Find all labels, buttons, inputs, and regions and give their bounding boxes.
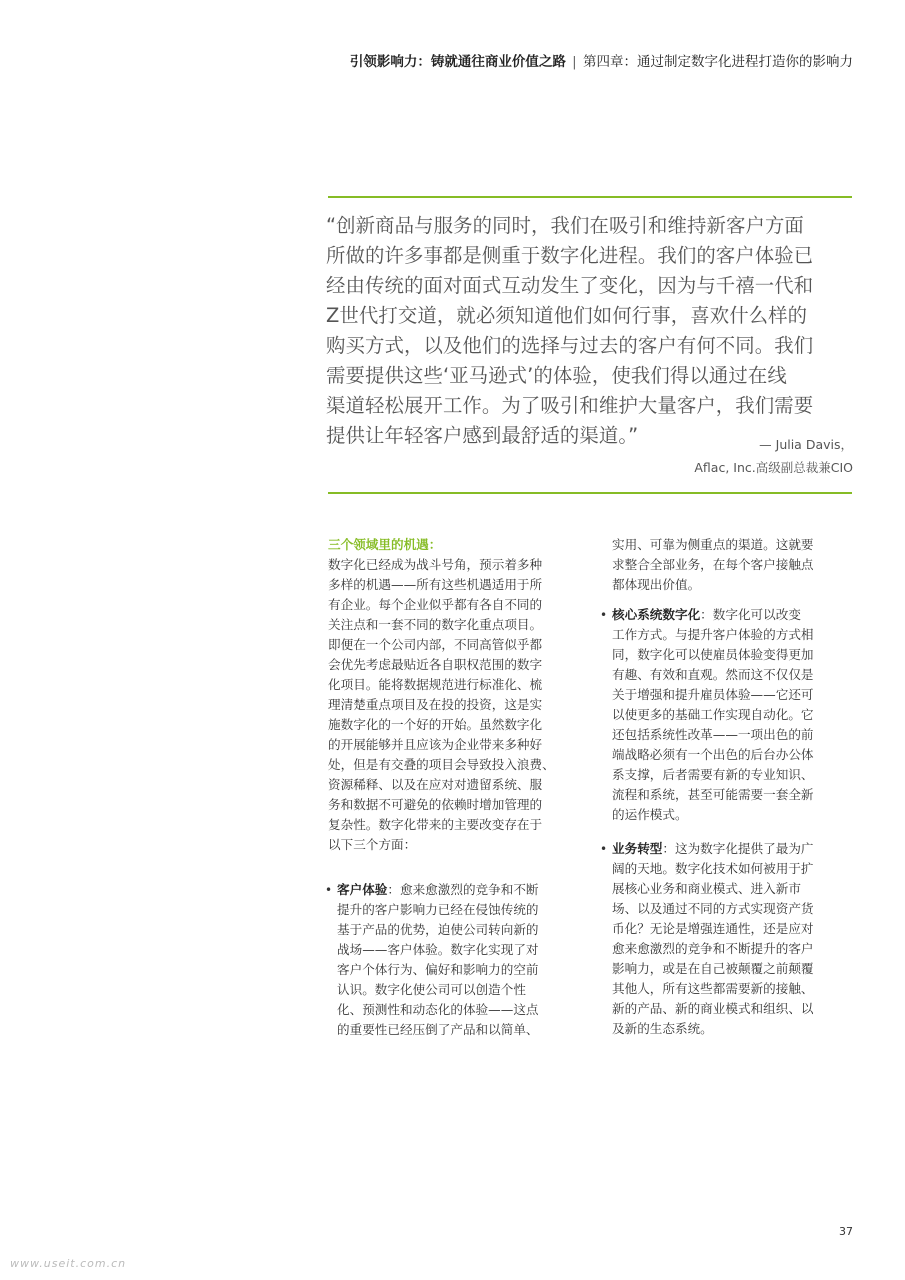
bullet-text: ：这为数字化提供了最为广 <box>662 841 814 856</box>
bullet-keyword: 核心系统数字化 <box>612 607 701 622</box>
bullet-line: 客户个体行为、偏好和影响力的空前 <box>337 962 539 977</box>
bullet-line: 新的产品、新的商业模式和组织、以 <box>612 1001 814 1016</box>
bullet-line: 还包括系统性改革——一项出色的前 <box>612 727 814 742</box>
quote-bottom-rule <box>328 492 852 494</box>
bullet-text: ：愈来愈激烈的竞争和不断 <box>387 882 539 897</box>
body-line: 化项目。能将数据规范进行标准化、梳 <box>328 677 543 692</box>
body-line: 多样的机遇——所有这些机遇适用于所 <box>328 577 543 592</box>
bullet-line: 有趣、有效和直观。然而这不仅仅是 <box>612 667 814 682</box>
book-title: 引领影响力：铸就通往商业价值之路 <box>349 54 566 70</box>
chapter-title: 第四章：通过制定数字化进程打造你的影响力 <box>583 54 853 70</box>
running-header <box>350 50 853 70</box>
bullet-core-systems <box>600 605 852 825</box>
body-line: 求整合全部业务，在每个客户接触点 <box>612 557 814 572</box>
bullet-line: 阔的天地。数字化技术如何被用于扩 <box>612 861 814 876</box>
bullet-business-transformation <box>600 839 852 1039</box>
bullet-keyword: 业务转型 <box>612 841 663 856</box>
body-line: 复杂性。数字化带来的主要改变存在于 <box>328 817 543 832</box>
body-line: 理清楚重点项目及在投的投资，这是实 <box>328 697 543 712</box>
body-line: 即便在一个公司内部，不同高管似乎都 <box>328 637 543 652</box>
bullet-line: 系支撑，后者需要有新的专业知识、 <box>612 767 814 782</box>
bullet-line: 场、以及通过不同的方式实现资产货 <box>612 901 814 916</box>
page-number: 37 <box>839 1225 853 1238</box>
bullet-dot-icon: • <box>600 608 608 622</box>
watermark: www.useit.com.cn <box>10 1257 127 1270</box>
bullet-line: 工作方式。与提升客户体验的方式相 <box>612 627 814 642</box>
bullet-dot-icon: • <box>600 842 608 856</box>
bullet-line: 认识。数字化使公司可以创造个性 <box>337 982 526 997</box>
body-line: 会优先考虑最贴近各自职权范围的数字 <box>328 657 543 672</box>
bullet-line: 其他人，所有这些都需要新的接触、 <box>612 981 814 996</box>
body-line: 以下三个方面： <box>328 837 417 852</box>
bullet-line: 化、预测性和动态化的体验——这点 <box>337 1002 539 1017</box>
body-line: 实用、可靠为侧重点的渠道。这就要 <box>612 537 814 552</box>
pull-quote <box>326 211 856 451</box>
header-separator: | <box>572 54 577 70</box>
body-line: 资源稀释、以及在应对对遗留系统、服 <box>328 777 543 792</box>
bullet-line: 愈来愈激烈的竞争和不断提升的客户 <box>612 941 814 956</box>
body-line: 的开展能够并且应该为企业带来多种好 <box>328 737 543 752</box>
body-line: 数字化已经成为战斗号角，预示着多种 <box>328 557 543 572</box>
bullet-line: 提升的客户影响力已经在侵蚀传统的 <box>337 902 539 917</box>
bullet-text: ：数字化可以改变 <box>700 607 801 622</box>
quote-line: “创新商品与服务的同时，我们在吸引和维持新客户方面 <box>326 214 804 237</box>
bullet-line: 影响力，或是在自己被颠覆之前颠覆 <box>612 961 814 976</box>
section-title: 三个领域里的机遇： <box>328 537 442 552</box>
bullet-line: 的运作模式。 <box>612 807 688 822</box>
bullet-line: 的重要性已经压倒了产品和以简单、 <box>337 1022 539 1037</box>
quote-attribution-title: Aflac, Inc.高级副总裁兼CIO <box>694 460 853 475</box>
bullet-line: 展核心业务和商业模式、进入新市 <box>612 881 801 896</box>
bullet-line: 流程和系统，甚至可能需要一套全新 <box>612 787 814 802</box>
body-line: 关注点和一套不同的数字化重点项目。 <box>328 617 543 632</box>
left-column <box>328 535 578 855</box>
body-line: 有企业。每个企业似乎都有各自不同的 <box>328 597 543 612</box>
quote-line: 所做的许多事都是侧重于数字化进程。我们的客户体验已 <box>326 244 814 267</box>
bullet-item <box>325 880 577 1040</box>
quote-line: 经由传统的面对面式互动发生了变化，因为与千禧一代和 <box>326 274 814 297</box>
quote-line: 购买方式，以及他们的选择与过去的客户有何不同。我们 <box>326 334 814 357</box>
quote-top-rule <box>328 196 852 198</box>
bullet-line: 关于增强和提升雇员体验——它还可 <box>612 687 814 702</box>
bullet-line: 基于产品的优势，迫使公司转向新的 <box>337 922 539 937</box>
quote-line: 需要提供这些‘亚马逊式’的体验，使我们得以通过在线 <box>326 364 787 387</box>
body-line: 施数字化的一个好的开始。虽然数字化 <box>328 717 543 732</box>
body-line: 务和数据不可避免的依赖时增加管理的 <box>328 797 543 812</box>
bullet-line: 币化？无论是增强连通性，还是应对 <box>612 921 814 936</box>
quote-line: 渠道轻松展开工作。为了吸引和维护大量客户，我们需要 <box>326 394 814 417</box>
bullet-line: 战场——客户体验。数字化实现了对 <box>337 942 539 957</box>
quote-line: 提供让年轻客户感到最舒适的渠道。” <box>326 424 639 447</box>
quote-line: Z世代打交道，就必须知道他们如何行事，喜欢什么样的 <box>326 304 808 327</box>
bullet-line: 同，数字化可以使雇员体验变得更加 <box>612 647 814 662</box>
bullet-line: 以使更多的基础工作实现自动化。它 <box>612 707 814 722</box>
body-line: 都体现出价值。 <box>612 577 701 592</box>
bullet-customer-experience <box>325 880 577 1040</box>
bullet-line: 及新的生态系统。 <box>612 1021 713 1036</box>
bullet-line: 端战略必须有一个出色的后台办公体 <box>612 747 814 762</box>
body-line: 处，但是有交叠的项目会导致投入浪费、 <box>328 757 555 772</box>
bullet-item <box>600 839 852 1039</box>
bullet-dot-icon: • <box>325 883 333 897</box>
right-column-continuation <box>612 535 852 595</box>
bullet-keyword: 客户体验 <box>337 882 388 897</box>
quote-attribution-name: — Julia Davis， <box>759 437 853 452</box>
bullet-item <box>600 605 852 825</box>
